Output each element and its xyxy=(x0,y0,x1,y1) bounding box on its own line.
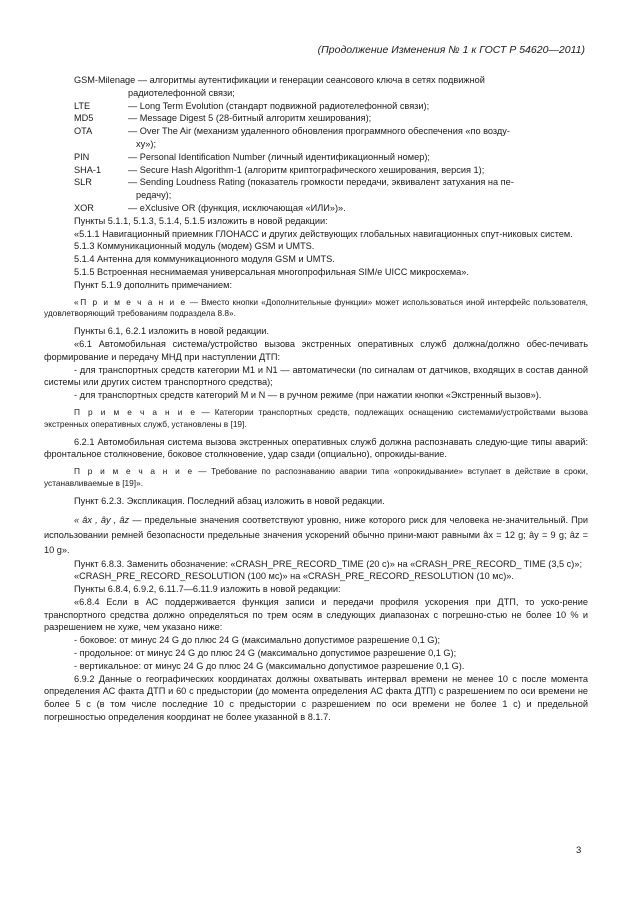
paragraph: 5.1.5 Встроенная неснимаемая универсальная многопрофильная SIM/e UICC микросхема». xyxy=(74,266,469,277)
paragraph: Пункты 5.1.1, 5.1.3, 5.1.4, 5.1.5 изложить в новой редакции: xyxy=(74,215,328,226)
paragraph: - для транспортных средств категории М1 и N1 — автоматически (по сигналам от датчиков, входящих в состав данной системы или других систем транспортного средства); xyxy=(44,364,588,388)
note xyxy=(44,407,588,431)
abbr-term: SHA-1 xyxy=(74,164,102,175)
note-label: П р и м е ч а н и е xyxy=(74,466,194,477)
abbr-entry xyxy=(74,202,588,215)
abbr-definition: — Sending Loudness Rating (показатель громкости передачи, эквивалент затухания на пе- xyxy=(128,177,514,188)
page-header: (Продолжение Изменения № 1 к ГОСТ Р 54620—2011) xyxy=(317,44,585,56)
abbr-continuation: радиотелефонной связи; xyxy=(128,87,235,98)
formula-symbols: « âx , ây , âz xyxy=(74,514,130,525)
abbr-term: GSM-Milenage xyxy=(74,75,136,85)
abbr-entry xyxy=(74,125,588,151)
abbr-definition-block xyxy=(128,125,588,151)
abbr-term: MD5 xyxy=(74,113,94,124)
paragraph: «6.1 Автомобильная система/устройство вызова экстренных оперативных служб должна/должно обес-печивать формирование и передачу МНД при наступлении ДТП: xyxy=(44,338,588,362)
abbr-continuation: редачу); xyxy=(136,190,172,201)
note-text: — Вместо кнопки «Дополнительные функции» может использоваться иной интерфейс пользователя, удовлетворяющий требованиям подраздела 8.8». xyxy=(44,296,588,319)
paragraph: Пункт 5.1.9 дополнить примечанием: xyxy=(74,279,233,290)
abbr-term: PIN xyxy=(74,151,90,162)
note-text: — Требование по распознаванию аварии типа «опрокидывание» вступает в действие в сроки, устанавливаемые в [19]». xyxy=(44,466,589,488)
note-label: «П р и м е ч а н и е xyxy=(74,296,187,307)
abbr-definition: — Over The Air (механизм удаленного обновления программного обеспечения «по возду- xyxy=(128,126,510,137)
paragraph: Пункт 6.2.3. Экспликация. Последний абзац изложить в новой редакции. xyxy=(74,495,385,506)
paragraph: Пункт 6.8.3. Заменить обозначение: «CRASH_PRE_RECORD_TIME (20 с)» на «CRASH_PRE_RECORD_ TIME (3,5 с)»; xyxy=(74,558,582,569)
document-body xyxy=(44,74,589,724)
paragraph: - для транспортных средств категорий М и N — в ручном режиме (при нажатии кнопки «Экстренный вызов»). xyxy=(74,390,542,401)
paragraph xyxy=(44,513,588,558)
abbr-definition: — Secure Hash Algorithm-1 (алгоритм криптографического хеширования, версия 1); xyxy=(128,164,485,175)
paragraph: «5.1.1 Навигационный приемник ГЛОНАСС и других действующих глобальных навигационных спут-никовых систем. xyxy=(74,228,573,239)
abbr-entry xyxy=(74,100,588,113)
list-item: - продольное: от минус 24 G до плюс 24 G (максимально допустимое разрешение 0,1 G); xyxy=(74,648,457,659)
note xyxy=(44,297,588,321)
abbr-continuation: ху»); xyxy=(136,138,157,149)
paragraph-text: — предельные значения соответствуют уровню, ниже которого риск для человека не-значительный. При использовании ремней безопасности предельные значения ускорений обычно прини-мают равными âx = 12 g; ây = 9 g; âz = 10 g». xyxy=(44,514,589,555)
abbr-definition: — алгоритмы аутентификации и генерации сеансового ключа в сетях подвижной xyxy=(137,75,485,85)
abbr-definition: — eXclusive OR (функция, исключающая «ИЛИ»)». xyxy=(128,202,346,213)
paragraph: 6.9.2 Данные о географических координатах должны охватывать интервал времени не менее 10 с после момента определения АС факта ДТП и 60 с предыстории (до момента определения АС факта ДТП) с разрешением по оси времени не более 5 с (в том числе последние 10 с предыстории с разрешением по оси времени не более 1 с) и предельной погрешностью определения координат не более указанной в 8.1.7. xyxy=(44,673,588,723)
abbr-term: SLR xyxy=(74,177,92,188)
abbr-definition: — Personal Identification Number (личный идентификационный номер); xyxy=(128,151,430,162)
note xyxy=(44,466,588,490)
list-item: - боковое: от минус 24 G до плюс 24 G (максимально допустимое разрешение 0,1 G); xyxy=(74,635,441,646)
note-label: П р и м е ч а н и е xyxy=(74,406,197,417)
paragraph: 5.1.3 Коммуникационный модуль (модем) GSM и UMTS. xyxy=(74,241,315,252)
paragraph: Пункты 6.1, 6.2.1 изложить в новой редакции. xyxy=(74,326,269,337)
paragraph: «CRASH_PRE_RECORD_RESOLUTION (100 мс)» на «CRASH_PRE_RECORD_RESOLUTION (10 мс)». xyxy=(74,571,514,582)
abbr-entry xyxy=(74,151,588,164)
abbr-term: OTA xyxy=(74,126,93,137)
abbr-definition: — Long Term Evolution (стандарт подвижной радиотелефонной связи); xyxy=(128,100,430,111)
list-item: - вертикальное: от минус 24 G до плюс 24 G (максимально допустимое разрешение 0,1 G). xyxy=(74,660,465,671)
abbr-entry xyxy=(74,164,588,177)
abbr-entry xyxy=(74,74,588,100)
paragraph: 6.2.1 Автомобильная система вызова экстренных оперативных служб должна распознавать следую-щие типы аварий: фронтальное столкновение, боковое столкновение, удар сзади (опциально), опрокиды-вание. xyxy=(44,436,588,460)
note-text: — Категории транспортных средств, подлежащих оснащению системами/устройствами вызова экстренных оперативных служб, установлены в [19]. xyxy=(44,406,588,429)
abbr-definition: — Message Digest 5 (28-битный алгоритм хеширования); xyxy=(128,113,372,124)
paragraph: 5.1.4 Антенна для коммуникационного модуля GSM и UMTS. xyxy=(74,254,335,265)
paragraph: «6.8.4 Если в АС поддерживается функция записи и передачи профиля ускорения при ДТП, то уско-рение транспортного средства должно определяться по трем осям в следующих диапазонах с погрешно-стью не более 10 % и разрешением не хуже, чем указано ниже: xyxy=(44,596,588,633)
abbr-definition-block xyxy=(128,176,588,202)
abbreviation-list xyxy=(74,74,588,215)
page-number: 3 xyxy=(576,845,582,856)
paragraph: Пункты 6.8.4, 6.9.2, 6.11.7—6.11.9 изложить в новой редакции: xyxy=(74,584,341,595)
abbr-term: LTE xyxy=(74,100,91,111)
abbr-entry xyxy=(74,112,588,125)
abbr-term: XOR xyxy=(74,202,94,213)
abbr-entry xyxy=(74,176,588,202)
